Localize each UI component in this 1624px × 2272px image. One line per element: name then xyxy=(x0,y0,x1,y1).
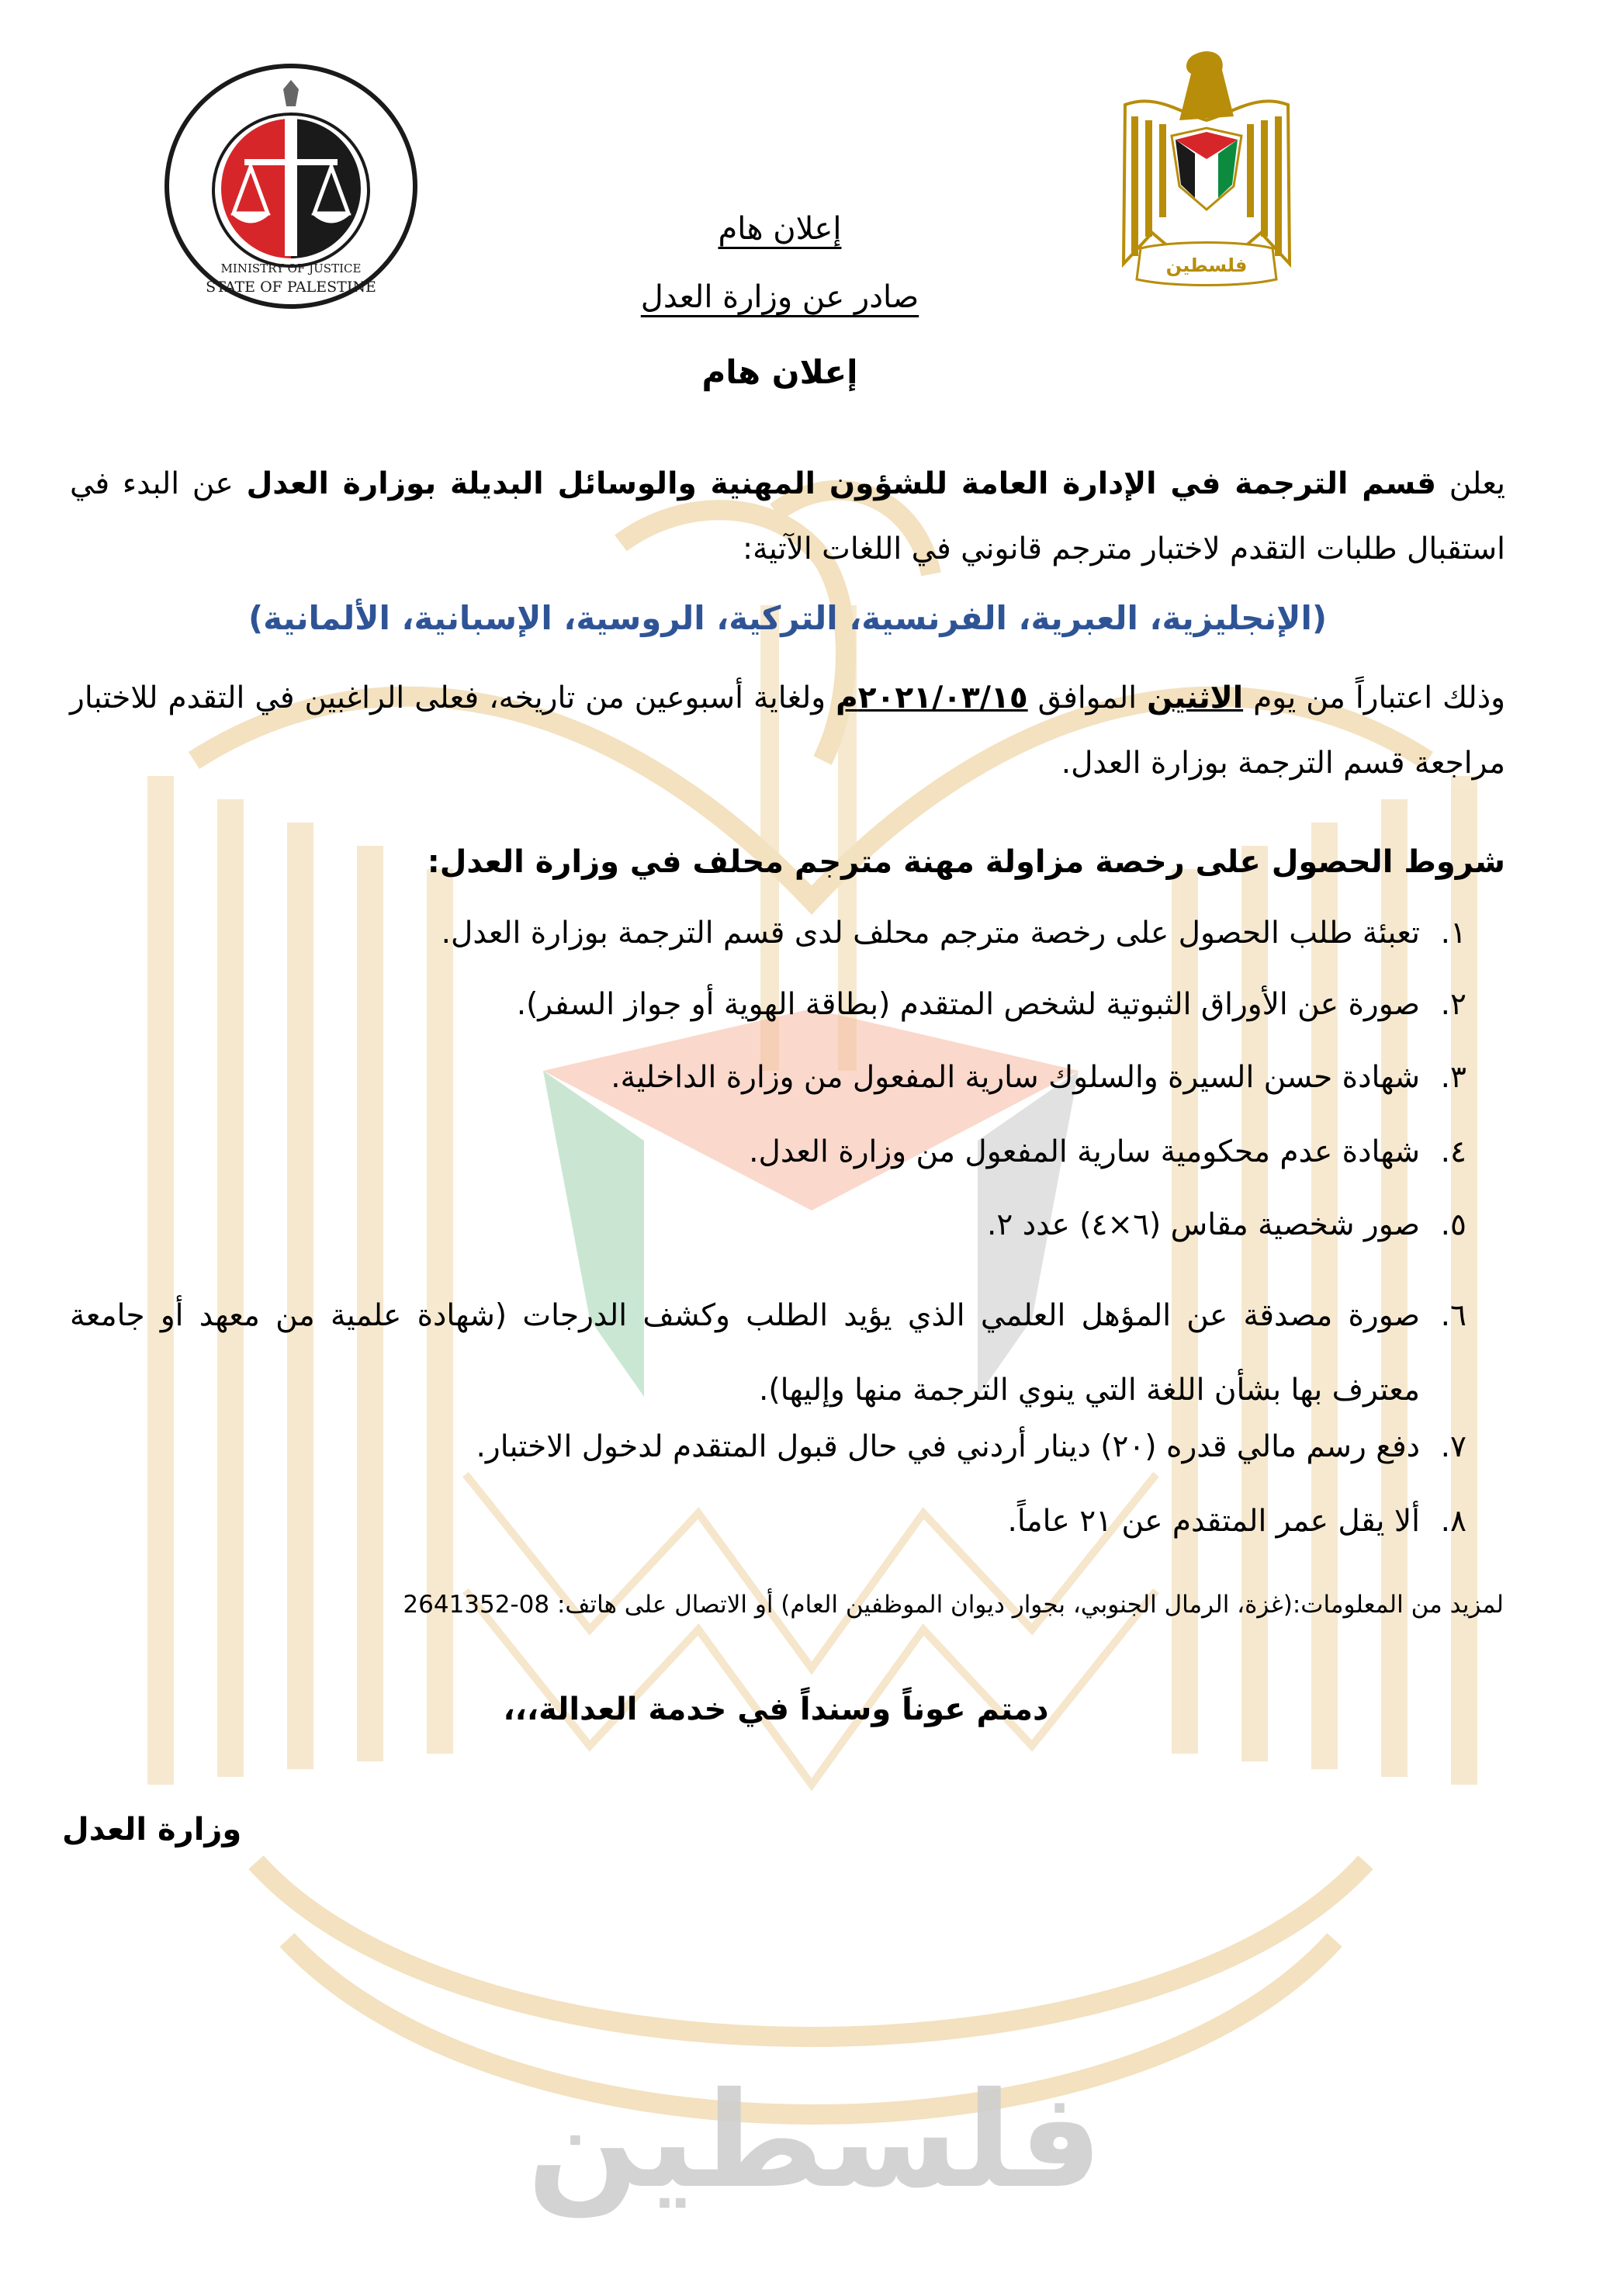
contact-phone: 2641352-08 xyxy=(403,1591,550,1619)
condition-number: ٣. xyxy=(1440,1060,1466,1095)
condition-number: ١. xyxy=(1440,916,1466,951)
condition-text: دفع رسم مالي قدره (٢٠) دينار أردني في حال قبول المتقدم لدخول الاختبار. xyxy=(476,1429,1420,1464)
dates-agreed: الموافق xyxy=(1027,681,1148,715)
dates-paragraph xyxy=(70,666,1505,796)
condition-item xyxy=(70,1504,1466,1575)
condition-item xyxy=(70,1279,1466,1429)
announcement-title-bold: إعلان هام xyxy=(701,353,858,391)
condition-text: تعبئة طلب الحصول على رخصة مترجم محلف لدى قسم الترجمة بوزارة العدل. xyxy=(441,916,1420,951)
announcement-subtitle: صادر عن وزارة العدل xyxy=(640,279,919,315)
condition-text: صور شخصية مقاس (٦×٤) عدد ٢. xyxy=(986,1207,1420,1242)
emblem-palestine-label: فلسطين xyxy=(1165,255,1248,276)
start-date: ٢٠٢١/٠٣/١٥م xyxy=(836,681,1028,715)
condition-item xyxy=(70,987,1466,1060)
dates-start: وذلك اعتباراً من يوم xyxy=(1243,681,1505,715)
watermark-palestine-text: فلسطين xyxy=(527,2064,1103,2218)
condition-text: صورة مصدقة عن المؤهل العلمي الذي يؤيد الطلب وكشف الدرجات (شهادة علمية من معهد أو جامعة معترف بها بشأن اللغة التي ينوي الترجمة منها وإليها). xyxy=(70,1298,1420,1408)
start-day: الاثنين xyxy=(1147,681,1244,715)
condition-number: ٧. xyxy=(1440,1429,1466,1464)
condition-item xyxy=(70,1134,1466,1207)
conditions-list xyxy=(70,916,1466,1575)
condition-text: شهادة عدم محكومية سارية المفعول من وزارة العدل. xyxy=(749,1134,1420,1169)
palestine-eagle-emblem xyxy=(1117,47,1296,295)
dates-end: ولغاية أسبوعين من تاريخه، فعلى الراغبين في التقدم للاختبار مراجعة قسم الترجمة بوزارة العدل. xyxy=(70,681,1505,781)
intro-end: عن البدء في استقبال طلبات التقدم لاختبار مترجم قانوني في اللغات الآتية: xyxy=(70,466,1505,566)
seal-english-inner: MINISTRY OF JUSTICE xyxy=(220,261,362,275)
condition-number: ٢. xyxy=(1440,987,1466,1022)
announcement-title: إعلان هام xyxy=(718,211,842,247)
condition-item xyxy=(70,1207,1466,1279)
intro-department: قسم الترجمة في الإدارة العامة للشؤون المهنية والوسائل البديلة بوزارة العدل xyxy=(246,466,1437,501)
ministry-of-justice-seal xyxy=(159,58,423,314)
intro-paragraph xyxy=(70,452,1505,582)
condition-item xyxy=(70,1060,1466,1134)
closing-line: دمتم عوناً وسنداً في خدمة العدالة،،، xyxy=(503,1692,1049,1727)
languages-list: (الإنجليزية، العبرية، الفرنسية، التركية، الروسية، الإسبانية، الألمانية) xyxy=(248,599,1328,637)
condition-text: صورة عن الأوراق الثبوتية لشخص المتقدم (بطاقة الهوية أو جواز السفر). xyxy=(516,987,1420,1022)
signature: وزارة العدل xyxy=(62,1812,242,1848)
condition-item xyxy=(70,916,1466,987)
condition-text: شهادة حسن السيرة والسلوك سارية المفعول من وزارة الداخلية. xyxy=(611,1060,1420,1095)
conditions-heading: شروط الحصول على رخصة مزاولة مهنة مترجم محلف في وزارة العدل: xyxy=(427,844,1505,880)
condition-number: ٥. xyxy=(1440,1207,1466,1242)
condition-item xyxy=(70,1429,1466,1504)
condition-number: ٦. xyxy=(1440,1298,1466,1333)
condition-text: ألا يقل عمر المتقدم عن ٢١ عاماً. xyxy=(1007,1504,1420,1539)
condition-number: ٤. xyxy=(1440,1134,1466,1169)
intro-start: يعلن xyxy=(1436,466,1505,501)
contact-info-text: لمزيد من المعلومات:(غزة، الرمال الجنوبي، بجوار ديوان الموظفين العام) أو الاتصال على هاتف: xyxy=(549,1591,1504,1619)
condition-number: ٨. xyxy=(1440,1504,1466,1539)
seal-english-outer: STATE OF PALESTINE xyxy=(206,279,376,296)
contact-info xyxy=(403,1591,1504,1619)
